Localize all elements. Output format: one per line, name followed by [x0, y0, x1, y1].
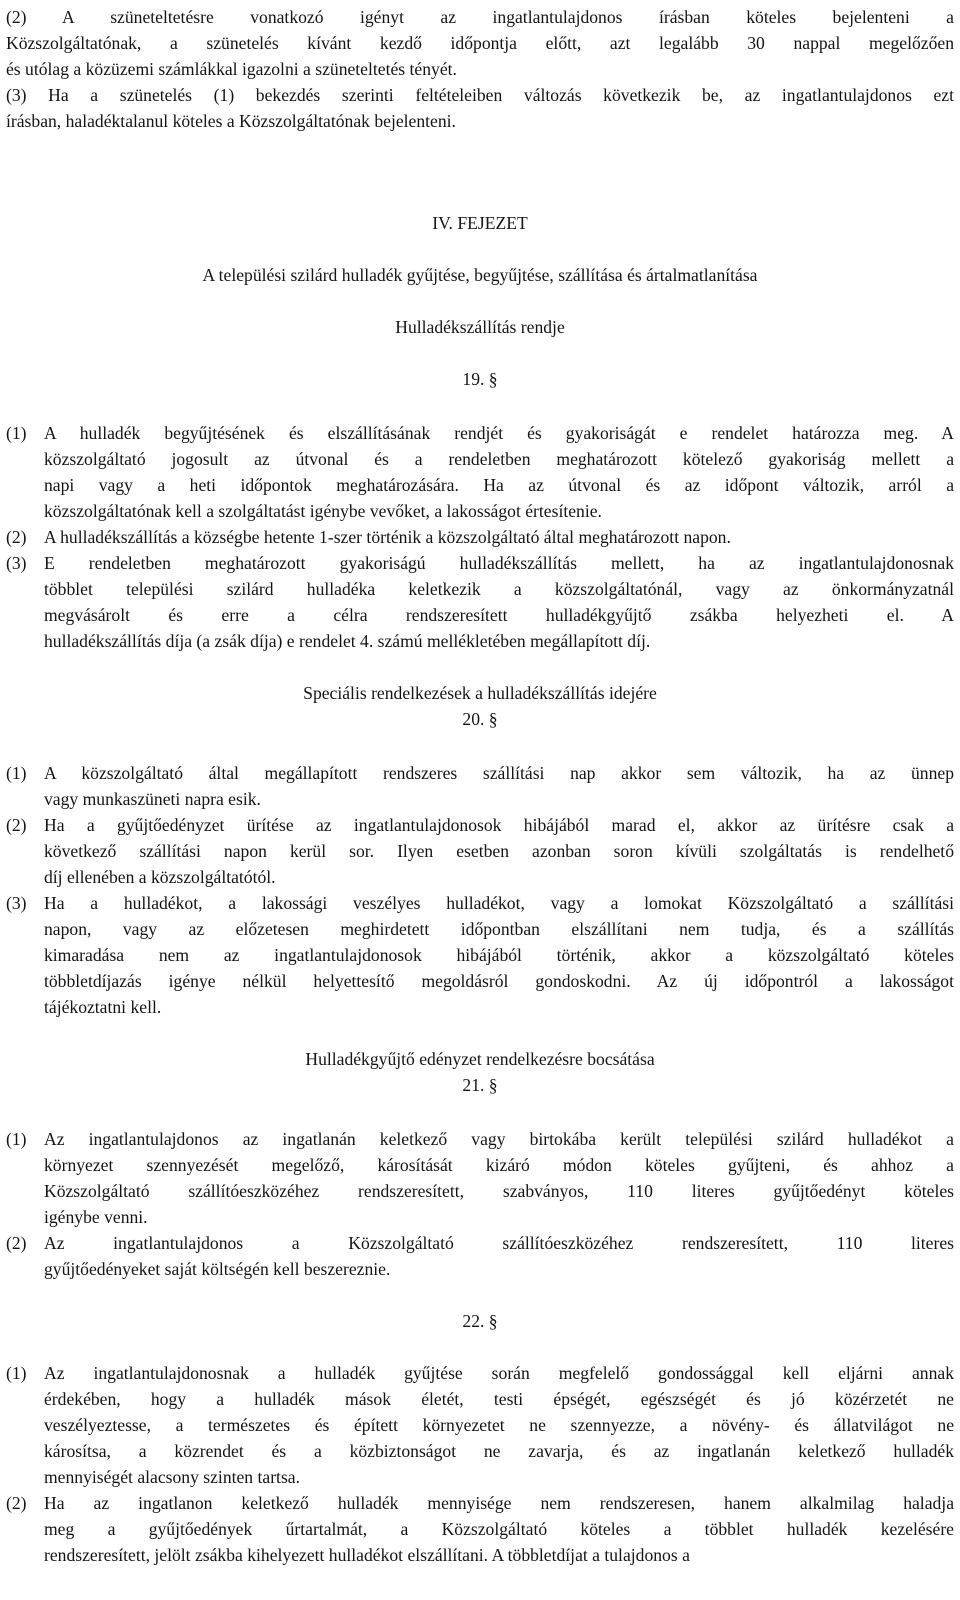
paragraph-text	[6, 4, 954, 82]
section-heading: Hulladékgyűjtő edényzet rendelkezésre bocsátása	[305, 1049, 655, 1069]
text-line: díj ellenében a közszolgáltatótól.	[44, 867, 276, 887]
text-line: környezet szennyezését megelőző, károsítását kizáró módon köteles gyűjteni, és ahhoz a	[44, 1155, 954, 1175]
section-number: 22. §	[462, 1311, 498, 1331]
paragraph-text	[6, 1230, 954, 1282]
text-line: Ha a gyűjtőedényzet ürítése az ingatlantulajdonosok hibájából marad el, akkor az ürítésre csak a	[44, 815, 954, 835]
text-line: következő szállítási napon kerül sor. Ilyen esetben azonban soron kívüli szolgáltatás is rendelhető	[44, 841, 954, 861]
paragraph-number: (2)	[6, 1493, 27, 1513]
paragraph-text	[6, 550, 954, 654]
section-number: 19. §	[462, 369, 498, 389]
paragraph-number: (2)	[6, 815, 27, 835]
text-line: érdekében, hogy a hulladék mások életét, testi épségét, egészségét és jó közérzetét ne	[44, 1389, 954, 1409]
paragraph	[6, 760, 954, 812]
text-line: vagy munkaszüneti napra esik.	[44, 789, 261, 809]
text-line: gyűjtőedényeket saját költségén kell beszereznie.	[44, 1259, 391, 1279]
text-line: Közszolgáltatónak, a szünetelés kívánt kezdő időpontja előtt, azt legalább 30 nappal megelőzően	[6, 33, 954, 53]
section-number: 21. §	[462, 1075, 498, 1095]
text-line: Közszolgáltató szállítóeszközéhez rendszeresített, szabványos, 110 literes gyűjtőedényt köteles	[44, 1181, 954, 1201]
text-line: megvásárolt és erre a célra rendszeresített hulladékgyűjtő zsákba helyezheti el. A	[44, 605, 954, 625]
paragraph-number: (1)	[6, 1363, 27, 1383]
paragraph	[6, 420, 954, 524]
paragraph-text	[6, 812, 954, 890]
text-line: Ha az ingatlanon keletkező hulladék mennyisége nem rendszeresen, hanem alkalmilag haladja	[44, 1493, 954, 1513]
paragraph	[6, 812, 954, 890]
text-line: közszolgáltató jogosult az útvonal és a rendeletben meghatározott kötelező gyakoriság mellett a	[44, 449, 954, 469]
text-line: írásban, haladéktalanul köteles a Közszolgáltatónak bejelenteni.	[6, 111, 456, 131]
paragraph-number: (3)	[6, 893, 27, 913]
paragraph-text	[6, 1126, 954, 1230]
text-line: rendszeresített, jelölt zsákba kihelyezett hulladékot elszállítani. A többletdíjat a tulajdonos a	[44, 1545, 690, 1565]
text-line: károsítsa, a közrendet és a közbiztonságot ne zavarja, és az ingatlanán keletkező hulladék	[44, 1441, 954, 1461]
text-line: veszélyeztesse, a természetes és épített környezetet ne szennyezze, a növény- és állatvilágot ne	[44, 1415, 954, 1435]
paragraph	[6, 890, 954, 1020]
text-line: Ha a hulladékot, a lakossági veszélyes hulladékot, vagy a lomokat Közszolgáltató a szállítási	[44, 893, 954, 913]
text-line: A hulladék begyűjtésének és elszállításának rendjét és gyakoriságát e rendelet határozza meg. A	[44, 423, 954, 443]
text-line: kimaradása nem az ingatlantulajdonosok hibájából történik, akkor a közszolgáltató köteles	[44, 945, 954, 965]
text-line: hulladékszállítás díja (a zsák díja) e rendelet 4. számú mellékletében megállapított díj.	[44, 631, 651, 651]
paragraph-number: (1)	[6, 763, 27, 783]
section-heading: Speciális rendelkezések a hulladékszállítás idejére	[303, 683, 657, 703]
text-line: E rendeletben meghatározott gyakoriságú hulladékszállítás mellett, ha az ingatlantulajdonosnak	[44, 553, 954, 573]
paragraph-text	[6, 1360, 954, 1490]
text-line: mennyiségét alacsony szinten tartsa.	[44, 1467, 301, 1487]
paragraph-text	[6, 760, 954, 812]
paragraph-text	[6, 1490, 954, 1568]
text-line: (2) A szüneteltetésre vonatkozó igényt az ingatlantulajdonos írásban köteles bejelenteni a	[6, 7, 954, 27]
paragraph	[6, 1126, 954, 1230]
text-line: többlet települési szilárd hulladéka keletkezik a közszolgáltatónál, vagy az önkormányzatnál	[44, 579, 954, 599]
text-line: tájékoztatni kell.	[44, 997, 162, 1017]
section-heading: Hulladékszállítás rendje	[395, 317, 565, 337]
text-line: meg a gyűjtőedények űrtartalmát, a Közszolgáltató köteles a többlet hulladék kezelésére	[44, 1519, 954, 1539]
section-number: 20. §	[462, 709, 498, 729]
paragraph-number: (3)	[6, 553, 27, 573]
paragraph	[6, 82, 954, 134]
paragraph-number: (1)	[6, 1129, 27, 1149]
paragraph-text	[6, 82, 954, 134]
paragraph	[6, 1490, 954, 1568]
paragraph-text	[6, 420, 954, 524]
text-line: napon, vagy az előzetesen meghirdetett időpontban elszállítani nem tudja, és a szállítás	[44, 919, 954, 939]
paragraph-text	[6, 524, 954, 550]
paragraph-text	[6, 890, 954, 1020]
text-line: napi vagy a heti időpontok meghatározására. Ha az útvonal és az időpont változik, arról a	[44, 475, 954, 495]
paragraph	[6, 1230, 954, 1282]
paragraph	[6, 550, 954, 654]
text-line: Az ingatlantulajdonos a Közszolgáltató szállítóeszközéhez rendszeresített, 110 literes	[44, 1233, 954, 1253]
paragraph-number: (2)	[6, 1233, 27, 1253]
text-line: (3) Ha a szünetelés (1) bekezdés szerinti feltételeiben változás következik be, az ingatlantulajdonos ezt	[6, 85, 954, 105]
text-line: Az ingatlantulajdonos az ingatlanán keletkező vagy birtokába került települési szilárd hulladékot a	[44, 1129, 954, 1149]
text-line: A hulladékszállítás a községbe hetente 1-szer történik a közszolgáltató által meghatározott napon.	[44, 527, 731, 547]
paragraph	[6, 4, 954, 82]
paragraph-number: (2)	[6, 527, 27, 547]
text-line: Az ingatlantulajdonosnak a hulladék gyűjtése során megfelelő gondossággal kell eljárni annak	[44, 1363, 954, 1383]
text-line: A közszolgáltató által megállapított rendszeres szállítási nap akkor sem változik, ha az ünnep	[44, 763, 954, 783]
paragraph	[6, 524, 954, 550]
text-line: és utólag a közüzemi számlákkal igazolni a szüneteltetés tényét.	[6, 59, 457, 79]
text-line: többletdíjazás igénye nélkül helyettesítő megoldásról gondoskodni. Az új időpontról a lakosságot	[44, 971, 954, 991]
paragraph-number: (1)	[6, 423, 27, 443]
text-line: igénybe venni.	[44, 1207, 148, 1227]
section-heading: A települési szilárd hulladék gyűjtése, begyűjtése, szállítása és ártalmatlanítása	[202, 265, 758, 285]
paragraph	[6, 1360, 954, 1490]
section-heading: IV. FEJEZET	[432, 213, 528, 233]
text-line: közszolgáltatónak kell a szolgáltatást igénybe vevőket, a lakosságot értesítenie.	[44, 501, 602, 521]
